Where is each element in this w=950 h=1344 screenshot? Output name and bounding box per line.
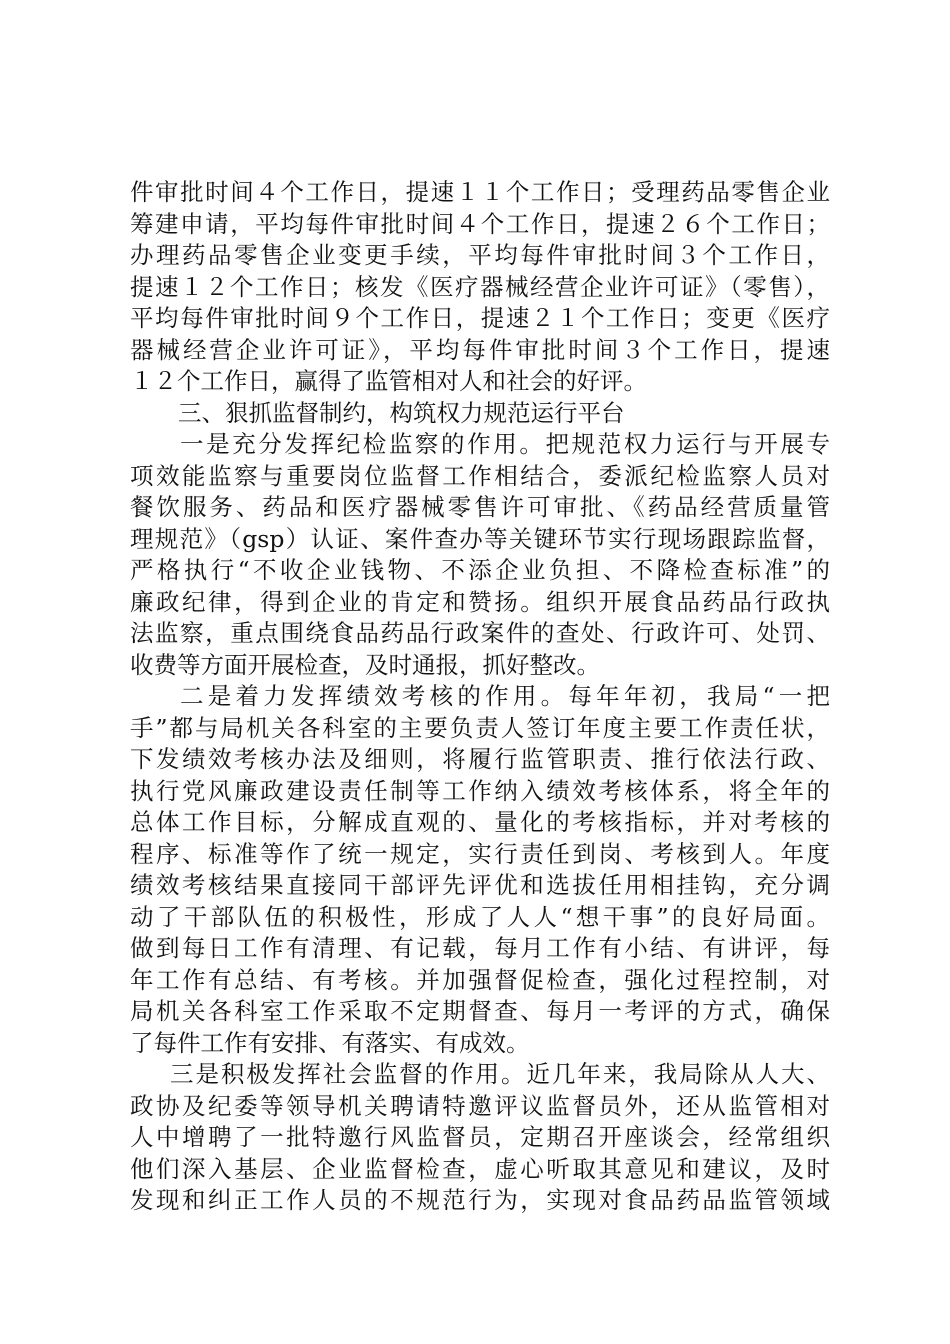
paragraph-first-line: 一是充分发挥纪检监察的作用。把规范权力运行与开展专 [180,430,830,458]
text-line: 办理药品零售企业变更手续，平均每件审批时间３个工作日， [130,241,830,269]
text-line: 提速１２个工作日；核发《医疗器械经营企业许可证》（零售）， [130,272,830,301]
text-line: 下发绩效考核办法及细则，将履行监管职责、推行依法行政、 [130,745,830,773]
text-line: 总体工作目标，分解成直观的、量化的考核指标，并对考核的 [130,808,830,836]
text-line: 执行党风廉政建设责任制等工作纳入绩效考核体系，将全年的 [130,776,830,805]
text-line: 他们深入基层、企业监督检查，虚心听取其意见和建议，及时 [130,1154,830,1183]
text-line: 收费等方面开展检查，及时通报，抓好整改。 [130,650,600,679]
text-line: 餐饮服务、药品和医疗器械零售许可审批、《药品经营质量管 [130,493,830,521]
text-line: 年工作有总结、有考核。并加强督促检查，强化过程控制，对 [130,965,830,994]
text-line: 绩效考核结果直接同干部评先评优和选拔任用相挂钩，充分调 [130,871,830,899]
text-line: 件审批时间４个工作日，提速１１个工作日；受理药品零售企业 [130,178,830,206]
text-line: 程序、标准等作了统一规定，实行责任到岗、考核到人。年度 [130,839,830,868]
text-line: 法监察，重点围绕食品药品行政案件的查处、行政许可、处罚、 [130,619,830,647]
document-body [130,177,830,1217]
text-line: 器械经营企业许可证》，平均每件审批时间３个工作日，提速 [130,335,830,364]
text-line: 了每件工作有安排、有落实、有成效。 [130,1028,530,1057]
text-line: 廉政纪律，得到企业的肯定和赞扬。组织开展食品药品行政执 [130,587,830,616]
text-line: 发现和纠正工作人员的不规范行为，实现对食品药品监管领域 [130,1186,830,1214]
text-line: 筹建申请，平均每件审批时间４个工作日，提速２６个工作日； [130,209,830,238]
paragraph-first-line: 三是积极发挥社会监督的作用。近几年来，我局除从人大、 [170,1060,830,1088]
section-heading: 三、狠抓监督制约，构筑权力规范运行平台 [178,398,625,427]
text-line: 项效能监察与重要岗位监督工作相结合，委派纪检监察人员对 [130,461,830,490]
text-line: 局机关各科室工作采取不定期督查、每月一考评的方式，确保 [130,997,830,1025]
text-line: 严格执行“不收企业钱物、不添企业负担、不降检查标准”的 [130,556,830,584]
text-line: 动了干部队伍的积极性，形成了人人“想干事”的良好局面。 [130,902,830,931]
text-line: 理规范》（gsp）认证、案件查办等关键环节实行现场跟踪监督， [130,524,830,553]
text-line: 手”都与局机关各科室的主要负责人签订年度主要工作责任状， [130,713,830,742]
text-line: 政协及纪委等领导机关聘请特邀评议监督员外，还从监管相对 [130,1091,830,1120]
text-line: 人中增聘了一批特邀行风监督员，定期召开座谈会，经常组织 [130,1123,830,1151]
text-line: 平均每件审批时间９个工作日，提速２１个工作日；变更《医疗 [130,304,830,332]
text-line: １２个工作日，赢得了监管相对人和社会的好评。 [130,367,647,395]
paragraph-first-line: 二是着力发挥绩效考核的作用。每年年初，我局“一把 [180,682,830,710]
text-line: 做到每日工作有清理、有记载，每月工作有小结、有讲评，每 [130,934,830,962]
